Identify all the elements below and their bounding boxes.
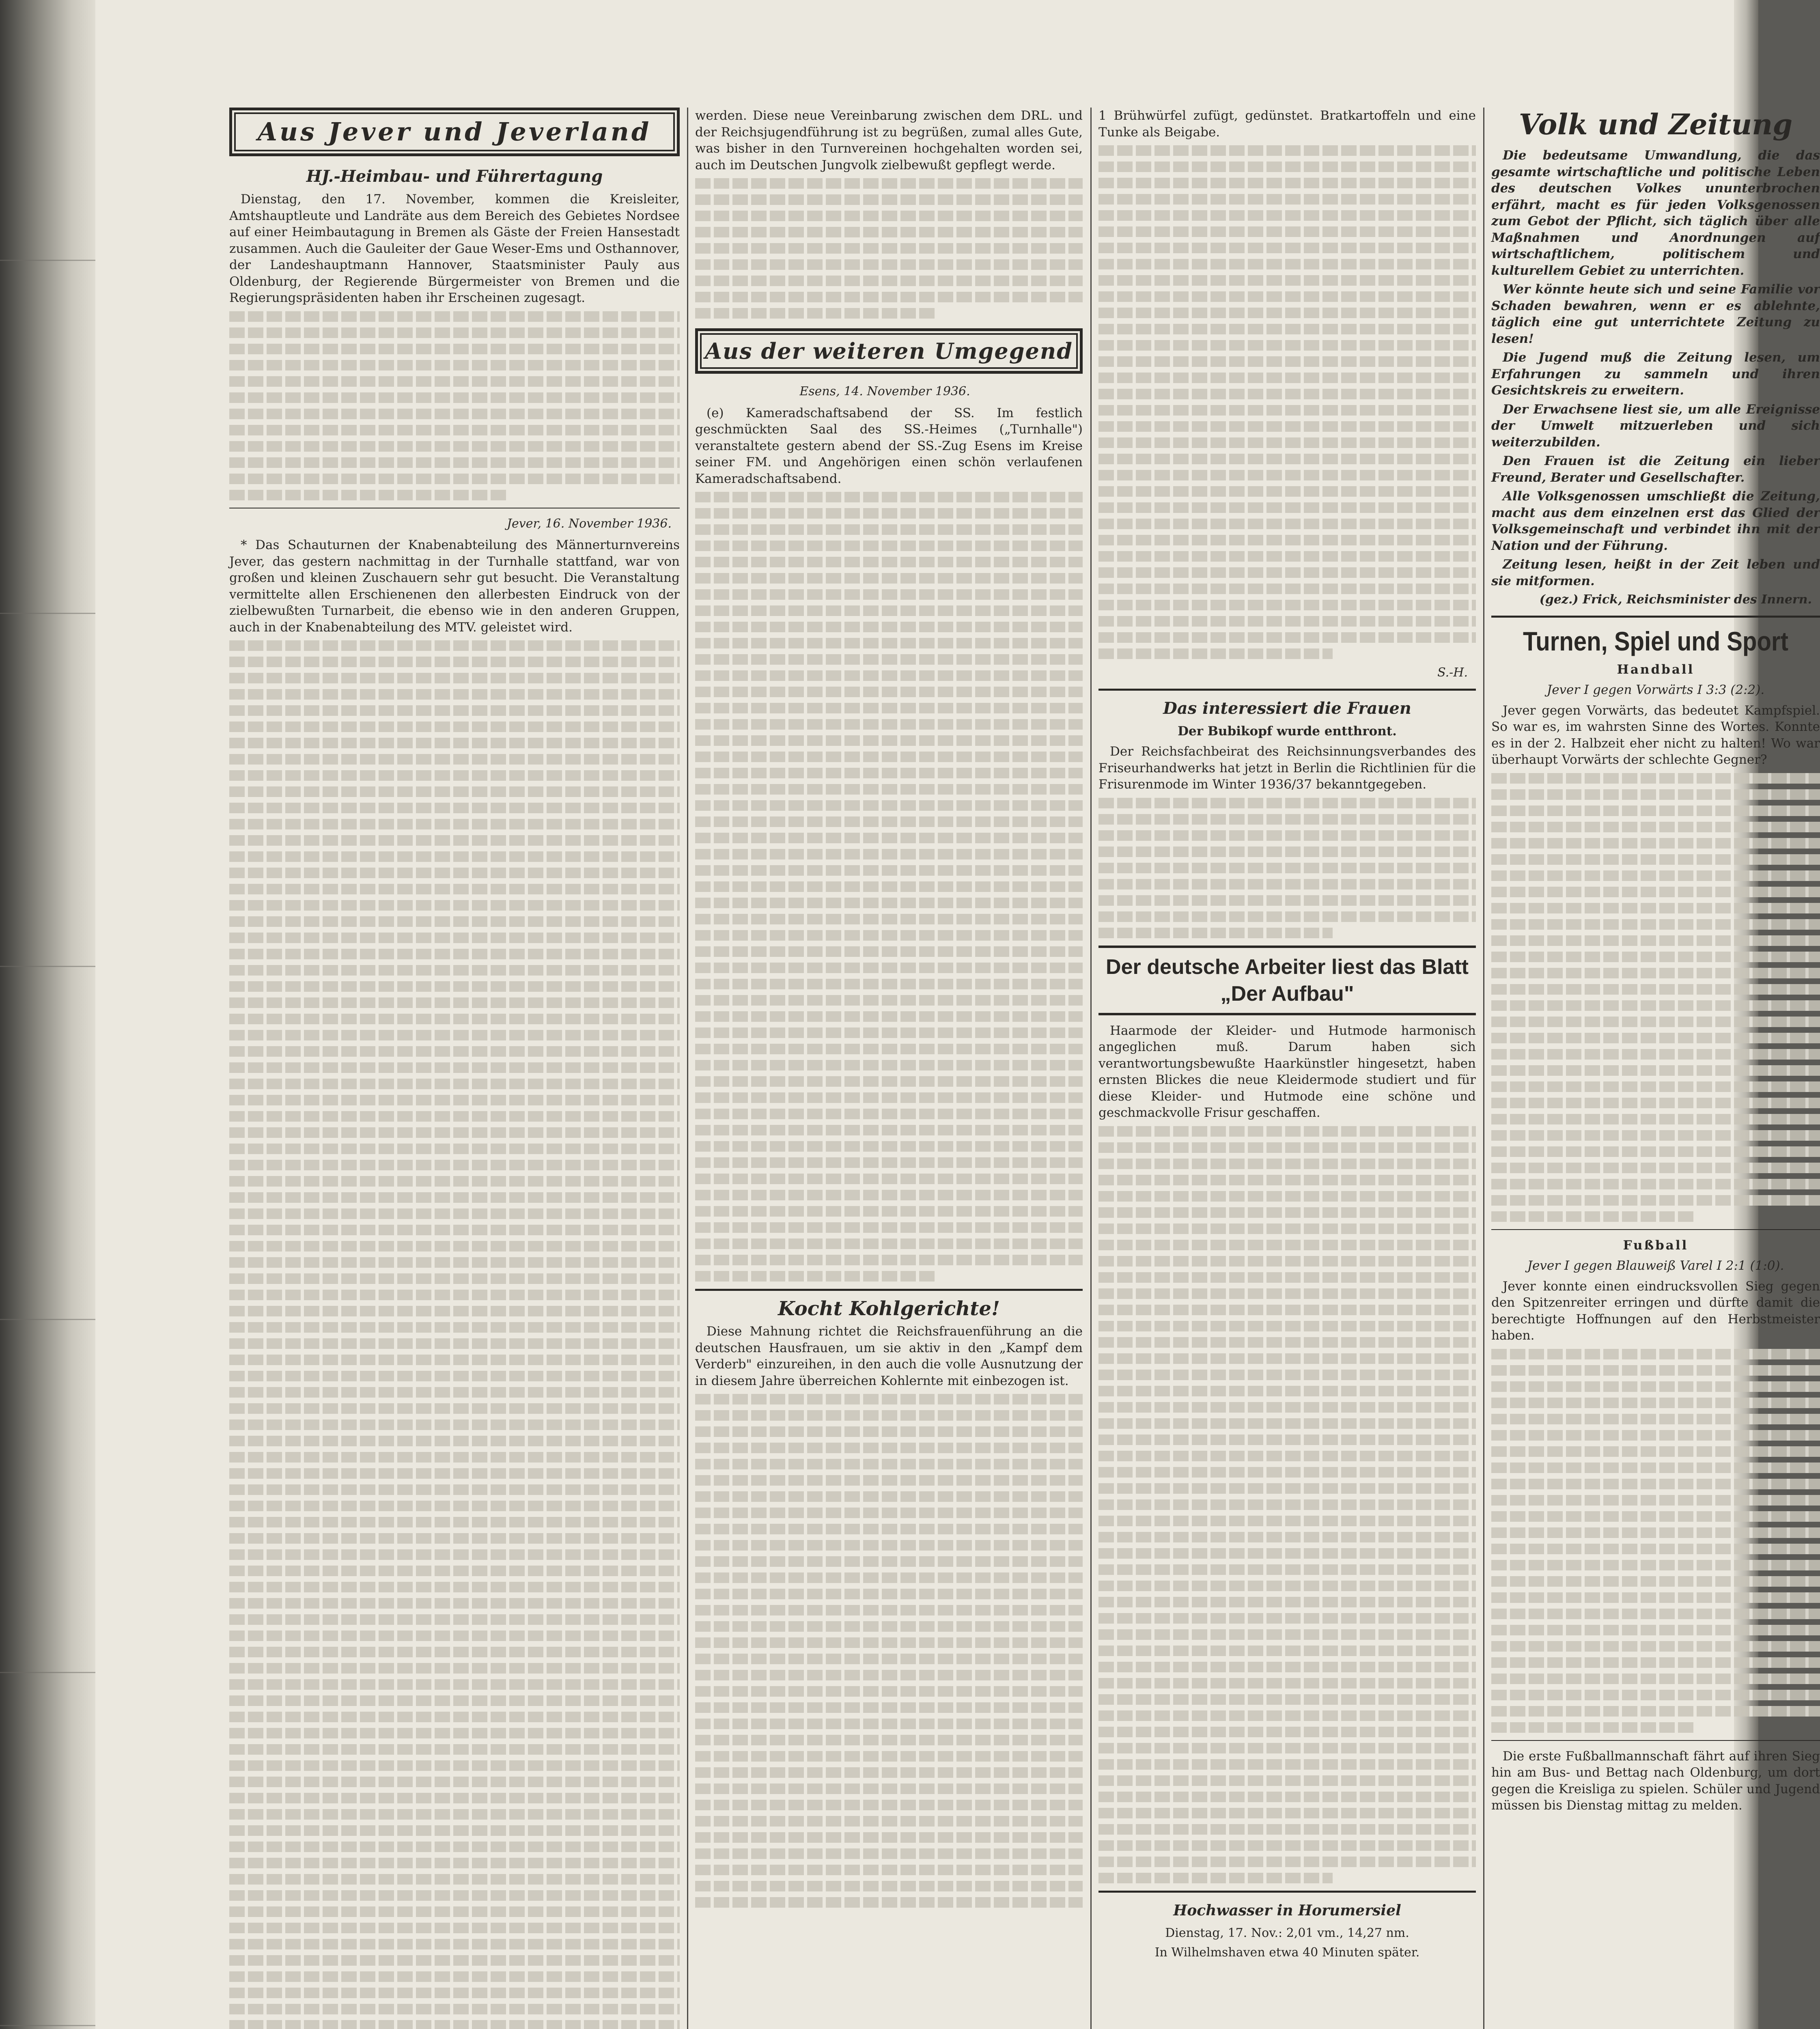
appeal-paragraph: Die bedeutsame Umwandlung, die das gesamte wirtschaftliche und politische Leben des deutschen Volkes ununterbrochen erfährt, macht es für jeden Volksgenossen zum Gebot der Pflicht, sich täglich über alle Maßnahmen und Anordnungen auf wirtschaftlichem, politischem und kulturellem Gebiet zu unterrichten. — [1491, 148, 1820, 278]
article-title: Das interessiert die Frauen — [1163, 698, 1411, 718]
article-signature: (gez.) Frick, Reichsminister des Innern. — [1539, 592, 1812, 607]
section-box — [695, 328, 1083, 374]
article-lead: * Das Schauturnen der Knabenabteilung des Männerturnvereins Jever, das gestern nachmittag in der Turnhalle stattfand, war von großen und kleinen Zuschauern sehr gut besucht. Die Veranstaltung vermittelte allen Erschienenen den allerbesten Eindruck von der zielbewußten Turnarbeit, die ebenso wie in den anderen Gruppen, auch in der Knabenabteilung des MTV. geleistet wird. — [229, 538, 680, 635]
article-lead: Haarmode der Kleider- und Hutmode harmonisch angeglichen muß. Darum haben sich verantwortungsbewußte Haarkünstler hingesetzt, haben ernsten Blickes die neue Kleidermode studiert und für diese Kleider- und Hutmode eine schöne und geschmackvolle Frisur geschaffen. — [1098, 1023, 1476, 1120]
advertisement-banner: Der deutsche Arbeiter liest das Blatt „Der Aufbau" — [1098, 946, 1476, 1015]
article-title: Hochwasser in Horumersiel — [1173, 1902, 1401, 1919]
column-1 — [229, 108, 680, 2029]
article-lead: Der Reichsfachbeirat des Reichsinnungsverbandes des Friseurhandwerks hat jetzt in Berlin die Richtlinien für die Frisurenmode im Winter 1936/37 bekanntgegeben. — [1098, 744, 1476, 792]
article-title: Volk und Zeitung — [1518, 108, 1793, 141]
appeal-paragraph: Alle Volksgenossen umschließt die Zeitung, macht aus dem einzelnen erst das Glied der Volksgemeinschaft und verbindet ihn mit der Nation und der Führung. — [1491, 489, 1820, 553]
article-lead: Dienstag, den 17. November, kommen die Kreisleiter, Amtshauptleute und Landräte aus dem Bereich des Gebietes Nordsee auf einer Heimbautagung in Bremen als Gäste der Freien Hansestadt zusammen. Auch die Gauleiter der Gaue Weser-Ems und Osthannover, der Landeshauptmann Hannover, Staatsminister Pauly aus Oldenburg, der Regierende Bürgermeister von Bremen und die Regierungspräsidenten haben ihr Erscheinen zugesagt. — [229, 192, 680, 305]
book-binding — [0, 0, 95, 2029]
article-title: Kocht Kohlgerichte! — [778, 1297, 1000, 1320]
dateline: Esens, 14. November 1936. — [799, 384, 970, 398]
tide-note: In Wilhelmshaven etwa 40 Minuten später. — [1154, 1945, 1420, 1960]
subsection-title: Fußball — [1623, 1238, 1689, 1253]
column-rule — [1483, 108, 1484, 2029]
section-title: Turnen, Spiel und Sport — [1523, 626, 1788, 656]
column-4 — [1491, 108, 1820, 2029]
column-3 — [1098, 108, 1476, 2029]
article-lead: Jever gegen Vorwärts, das bedeutet Kampfspiel. So war es, im wahrsten Sinne des Wortes. Konnte es in der 2. Halbzeit eher nicht zu halten! Wo war überhaupt Vorwärts der schlechte Gegner? — [1491, 703, 1820, 767]
match-result: Jever I gegen Vorwärts I 3:3 (2:2). — [1546, 683, 1765, 697]
article-lead: 1 Brühwürfel zufügt, gedünstet. Bratkartoffeln und eine Tunke als Beigabe. — [1098, 108, 1476, 140]
article-title: HJ.-Heimbau- und Führertagung — [306, 167, 603, 186]
appeal-paragraph: Zeitung lesen, heißt in der Zeit leben und sie mitformen. — [1491, 557, 1820, 588]
tide-times: Dienstag, 17. Nov.: 2,01 vm., 14,27 nm. — [1165, 1926, 1409, 1940]
match-result: Jever I gegen Blauweiß Varel I 2:1 (1:0). — [1527, 1258, 1784, 1273]
column-2 — [695, 108, 1083, 2029]
appeal-paragraph: Wer könnte heute sich und seine Familie vor Schaden bewahren, wenn er es ablehnte, täglich eine gut unterrichtete Zeitung zu lesen! — [1491, 282, 1820, 346]
masthead-box — [229, 108, 680, 156]
column-rule — [1090, 108, 1092, 2029]
appeal-paragraph: Den Frauen ist die Zeitung ein lieber Freund, Berater und Gesellschafter. — [1491, 454, 1820, 485]
article-subtitle: Der Bubikopf wurde entthront. — [1178, 724, 1397, 739]
appeal-paragraph: Die Jugend muß die Zeitung lesen, um Erfahrungen zu sammeln und ihren Gesichtskreis zu erweitern. — [1491, 350, 1820, 398]
article-signature: S.-H. — [1437, 666, 1468, 680]
newspaper-page — [95, 0, 1820, 2029]
dateline: Jever, 16. November 1936. — [506, 516, 672, 531]
subsection-title: Handball — [1617, 662, 1695, 677]
article-lead: Die erste Fußballmannschaft fährt auf ihren Sieg hin am Bus- und Bettag nach Oldenburg, um dort gegen die Kreisliga zu spielen. Schüler und Jugend müssen bis Dienstag mittag zu melden. — [1491, 1749, 1820, 1813]
section-title: Aus der weiteren Umgegend — [705, 338, 1073, 364]
column-rule — [687, 108, 688, 2029]
article-lead: Jever konnte einen eindrucksvollen Sieg gegen den Spitzenreiter erringen und dürfte damit die berechtigte Hoffnungen auf den Herbstmeister haben. — [1491, 1279, 1820, 1343]
article-lead: (e) Kameradschaftsabend der SS. Im festlich geschmückten Saal des SS.-Heimes („Turnhalle") veranstaltete gestern abend der SS.-Zug Esens im Kreise seiner FM. und Angehörigen einen schön verlaufenen Kameradschaftsabend. — [695, 405, 1083, 486]
article-lead: werden. Diese neue Vereinbarung zwischen dem DRL. und der Reichsjugendführung ist zu begrüßen, zumal alles Gute, was bisher in den Turnvereinen hochgehalten worden sei, auch im Deutschen Jungvolk zielbewußt gepflegt werde. — [695, 108, 1083, 172]
appeal-paragraph: Der Erwachsene liest sie, um alle Ereignisse der Umwelt mitzuerleben und sich weiterzubilden. — [1491, 402, 1820, 450]
article-lead: Diese Mahnung richtet die Reichsfrauenführung an die deutschen Hausfrauen, um sie aktiv in den „Kampf dem Verderb" einzureihen, in den auch die volle Ausnutzung der in diesem Jahre überreichen Kohlernte mit einbezogen ist. — [695, 1324, 1083, 1388]
masthead-title: Aus Jever und Jeverland — [257, 117, 652, 146]
